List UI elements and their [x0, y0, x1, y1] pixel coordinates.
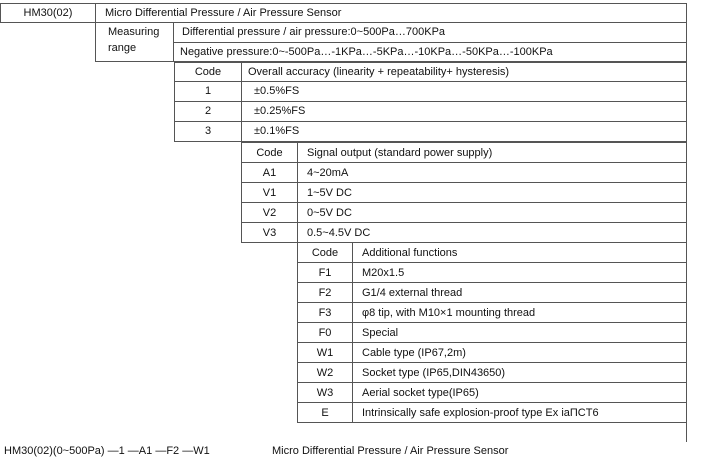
functions-row-code: F0	[297, 322, 353, 343]
measuring-range-label-line1: Measuring	[108, 26, 160, 38]
functions-row-code: E	[297, 402, 353, 423]
functions-row-code: W1	[297, 342, 353, 363]
accuracy-row-value: ±0.5%FS	[241, 81, 687, 102]
signal-title-cell: Signal output (standard power supply)	[297, 142, 687, 163]
measuring-range-label-cell	[95, 22, 174, 62]
negative-pressure-range-cell: Negative pressure:0~-500Pa…-1KPa…-5KPa…-10KPa…-50KPa…-100KPa	[173, 42, 687, 62]
signal-row-value: 0.5~4.5V DC	[297, 222, 687, 243]
signal-row-code: V1	[241, 182, 298, 203]
signal-row-code: V2	[241, 202, 298, 223]
signal-code-header: Code	[241, 142, 298, 163]
measuring-range-label-line2: range	[108, 42, 137, 54]
functions-code-header: Code	[297, 242, 353, 263]
functions-row-code: F1	[297, 262, 353, 283]
accuracy-row-code: 1	[174, 81, 242, 102]
accuracy-row-code: 2	[174, 101, 242, 122]
functions-row-value: Special	[352, 322, 687, 343]
functions-row-value: φ8 tip, with M10×1 mounting thread	[352, 302, 687, 323]
functions-row-code: W3	[297, 382, 353, 403]
model-code-cell: HM30(02)	[0, 3, 96, 23]
functions-row-code: F3	[297, 302, 353, 323]
functions-row-value: Cable type (IP67,2m)	[352, 342, 687, 363]
signal-row-code: A1	[241, 162, 298, 183]
signal-row-value: 0~5V DC	[297, 202, 687, 223]
functions-row-code: W2	[297, 362, 353, 383]
order-example-code: HM30(02)(0~500Pa) —1 —A1 —F2 —W1	[4, 445, 210, 457]
functions-row-value: G1/4 external thread	[352, 282, 687, 303]
right-border-extension	[686, 422, 687, 442]
accuracy-row-value: ±0.1%FS	[241, 121, 687, 142]
functions-row-value: Intrinsically safe explosion-proof type Ex iaПCT6	[352, 402, 687, 423]
signal-row-value: 4~20mA	[297, 162, 687, 183]
signal-row-value: 1~5V DC	[297, 182, 687, 203]
functions-row-code: F2	[297, 282, 353, 303]
functions-row-value: Aerial socket type(IP65)	[352, 382, 687, 403]
order-example-description: Micro Differential Pressure / Air Pressure Sensor	[272, 445, 509, 457]
accuracy-row-value: ±0.25%FS	[241, 101, 687, 122]
differential-pressure-range-cell: Differential pressure / air pressure:0~500Pa…700KPa	[173, 22, 687, 43]
accuracy-title-cell: Overall accuracy (linearity + repeatability+ hysteresis)	[241, 62, 687, 82]
accuracy-row-code: 3	[174, 121, 242, 142]
functions-row-value: Socket type (IP65,DIN43650)	[352, 362, 687, 383]
functions-title-cell: Additional functions	[352, 242, 687, 263]
functions-row-value: M20x1.5	[352, 262, 687, 283]
accuracy-code-header: Code	[174, 62, 242, 82]
product-name-cell: Micro Differential Pressure / Air Pressure Sensor	[95, 3, 687, 23]
signal-row-code: V3	[241, 222, 298, 243]
